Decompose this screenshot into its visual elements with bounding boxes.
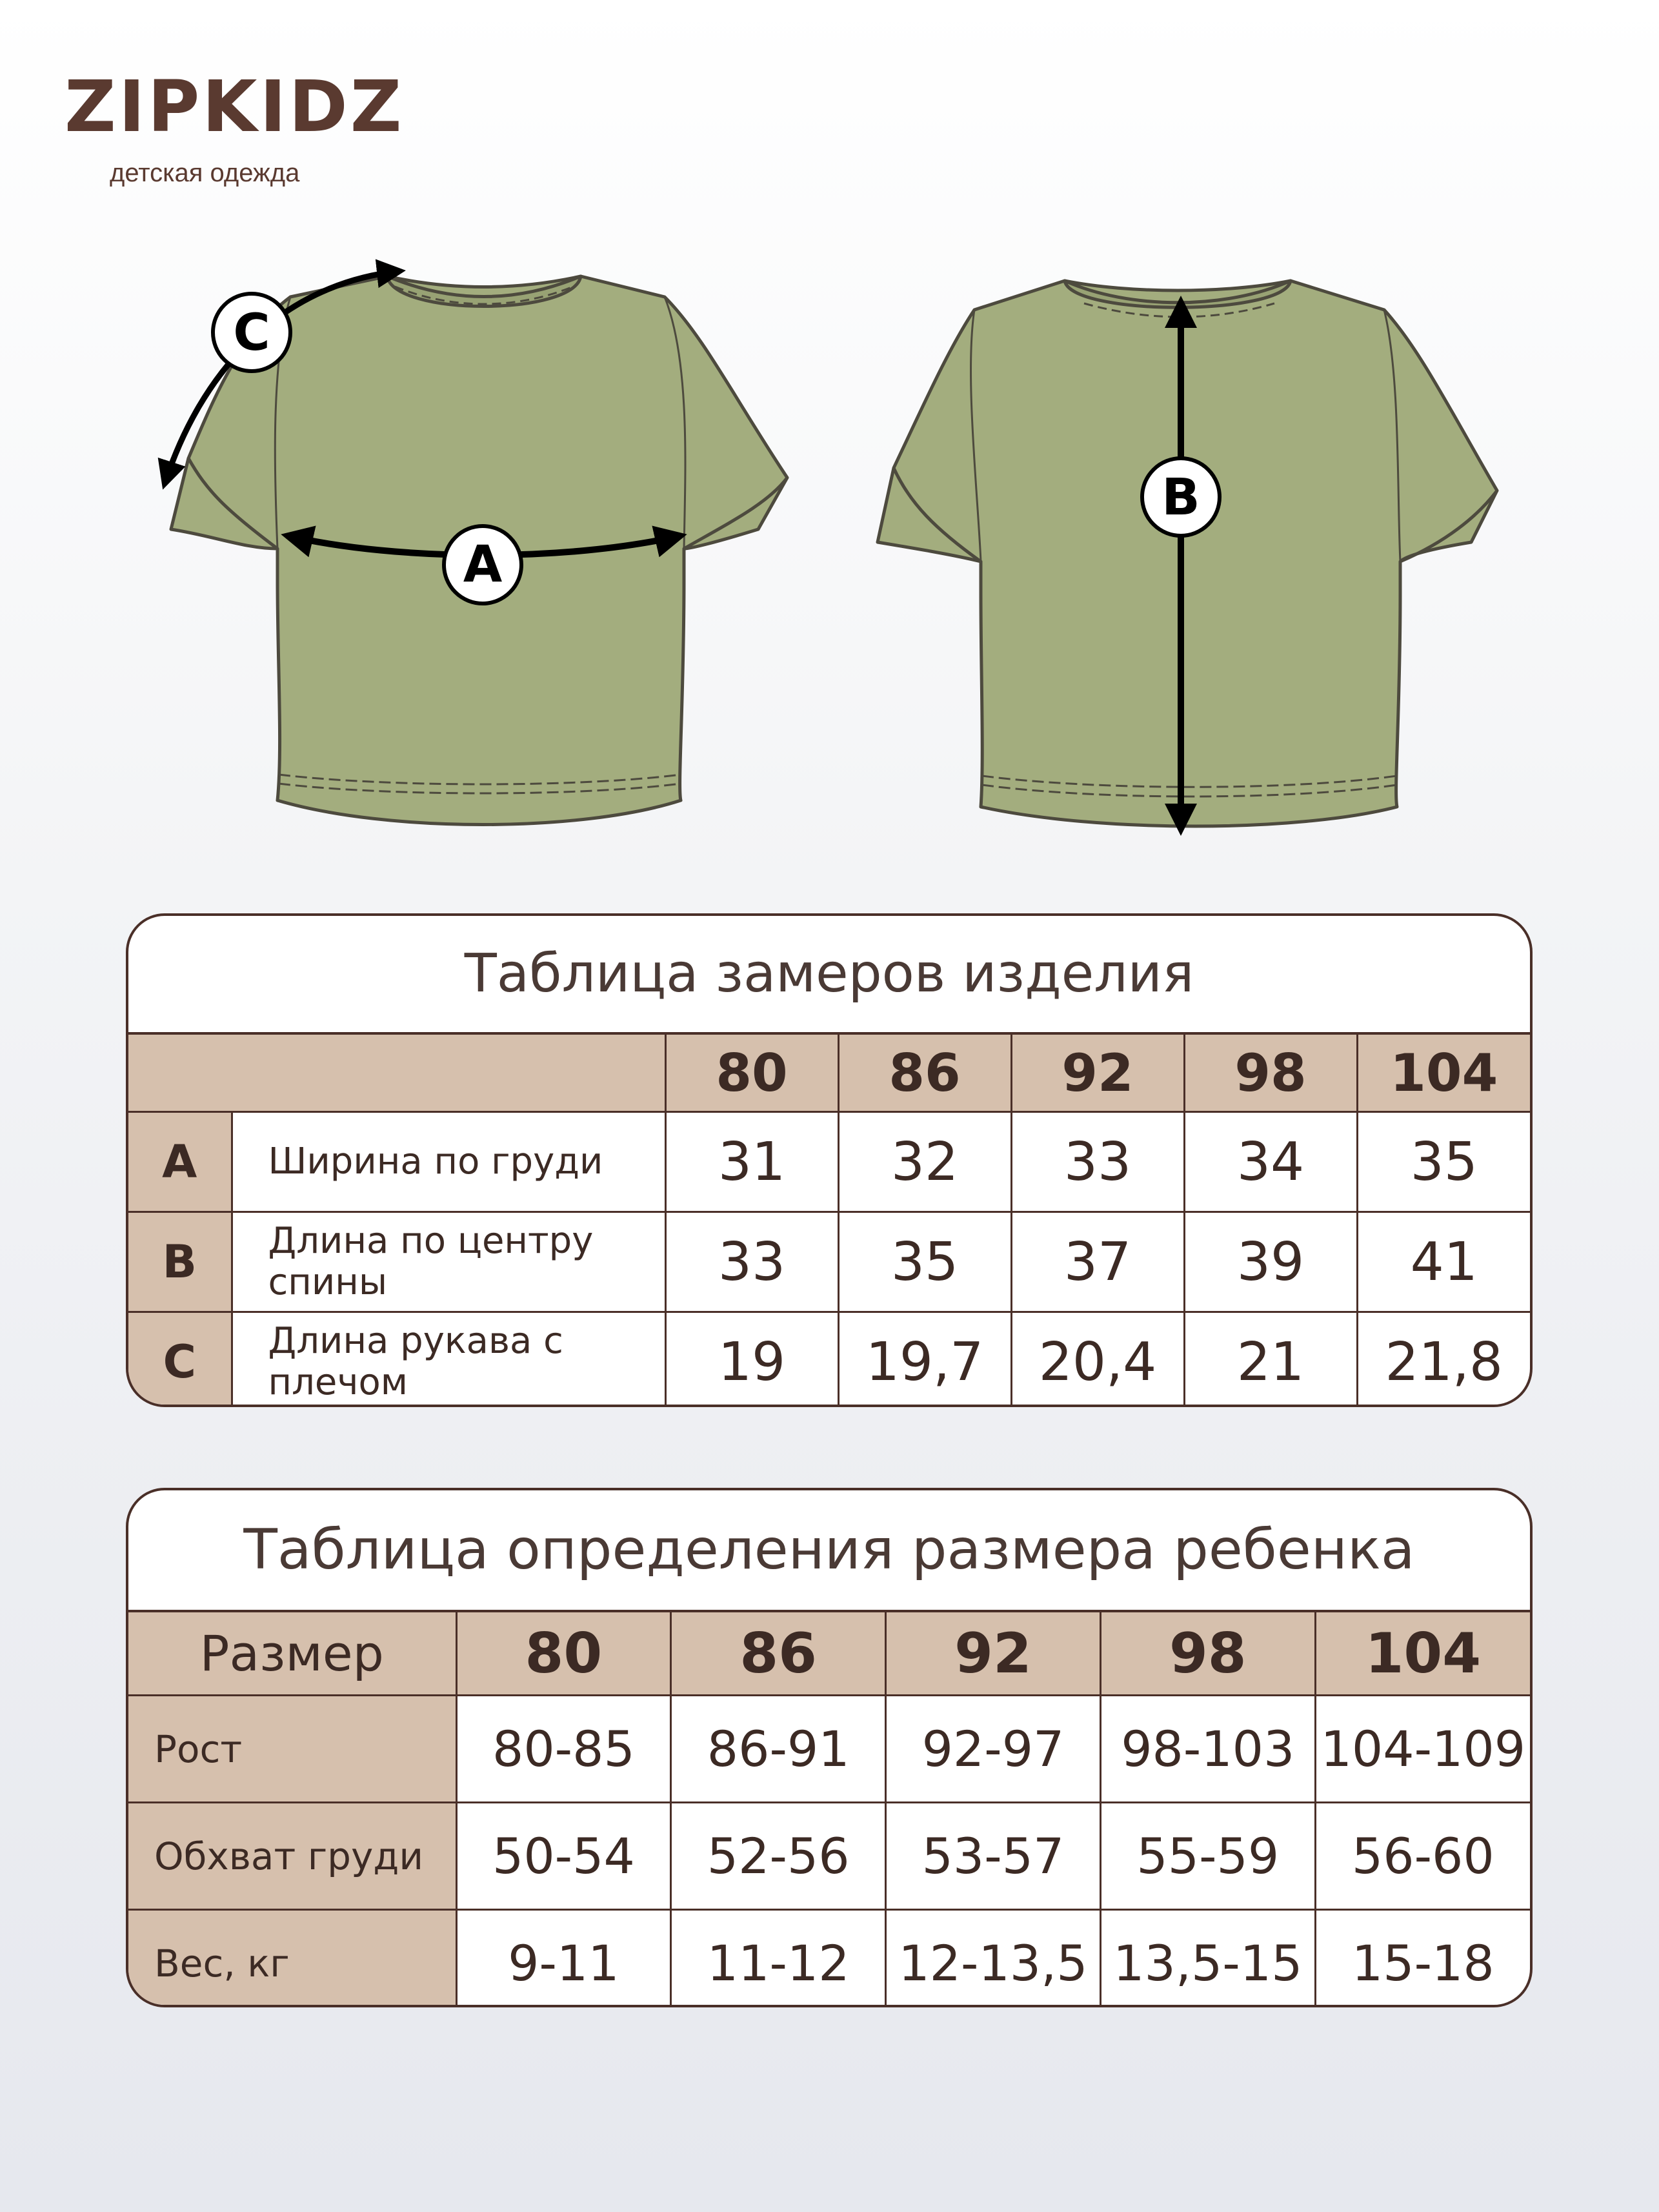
size-header: 80 <box>665 1035 838 1112</box>
table-cell: 9-11 <box>456 1910 671 2008</box>
size-header: 92 <box>1011 1035 1184 1112</box>
table-cell: 35 <box>838 1212 1011 1312</box>
table-cell: 56-60 <box>1315 1803 1530 1910</box>
table-cell: 53-57 <box>886 1803 1101 1910</box>
measure-header-blank <box>128 1035 665 1112</box>
table-cell: 34 <box>1184 1112 1357 1212</box>
row-key: B <box>128 1212 232 1312</box>
table-cell: 32 <box>838 1112 1011 1212</box>
row-label: Обхват груди <box>128 1803 456 1910</box>
measure-table <box>126 913 1533 1407</box>
brand-name: ZIPKIDZ <box>65 65 405 148</box>
label-b: B <box>1161 469 1200 527</box>
measure-header-row <box>128 1035 1530 1112</box>
size-header: 86 <box>838 1035 1011 1112</box>
size-header: 80 <box>456 1612 671 1696</box>
table-cell: 52-56 <box>671 1803 886 1910</box>
table-cell: 20,4 <box>1011 1312 1184 1408</box>
table-cell: 50-54 <box>456 1803 671 1910</box>
table-cell: 39 <box>1184 1212 1357 1312</box>
table-cell: 19 <box>665 1312 838 1408</box>
table-cell: 13,5-15 <box>1100 1910 1315 2008</box>
table-cell: 21 <box>1184 1312 1357 1408</box>
table-cell: 15-18 <box>1315 1910 1530 2008</box>
size-header: 104 <box>1357 1035 1530 1112</box>
size-table-title: Таблица определения размера ребенка <box>128 1490 1530 1612</box>
table-row <box>128 1312 1530 1408</box>
table-cell: 21,8 <box>1357 1312 1530 1408</box>
table-cell: 80-85 <box>456 1696 671 1803</box>
table-row <box>128 1803 1530 1910</box>
row-label: Рост <box>128 1696 456 1803</box>
brand-tagline: детская одежда <box>110 159 300 187</box>
row-label: Ширина по груди <box>232 1112 665 1212</box>
table-cell: 11-12 <box>671 1910 886 2008</box>
size-header: 92 <box>886 1612 1101 1696</box>
label-a-badge <box>444 526 521 604</box>
row-label: Вес, кг <box>128 1910 456 2008</box>
table-cell: 98-103 <box>1100 1696 1315 1803</box>
label-c-badge <box>213 294 290 371</box>
table-row <box>128 1696 1530 1803</box>
table-cell: 92-97 <box>886 1696 1101 1803</box>
row-key: C <box>128 1312 232 1408</box>
size-header-row <box>128 1612 1530 1696</box>
table-cell: 37 <box>1011 1212 1184 1312</box>
row-label: Длина рукава с плечом <box>232 1312 665 1408</box>
tshirt-back <box>878 281 1497 826</box>
label-a: A <box>463 536 503 594</box>
table-row <box>128 1112 1530 1212</box>
brand-logo <box>65 65 405 188</box>
size-table <box>126 1488 1533 2007</box>
row-label: Длина по центру спины <box>232 1212 665 1312</box>
label-b-badge <box>1142 458 1220 536</box>
label-c: C <box>233 304 270 362</box>
garment-diagram <box>0 245 1659 858</box>
row-key: A <box>128 1112 232 1212</box>
table-row <box>128 1910 1530 2008</box>
table-cell: 33 <box>1011 1112 1184 1212</box>
table-row <box>128 1212 1530 1312</box>
size-header: 98 <box>1100 1612 1315 1696</box>
size-header: 98 <box>1184 1035 1357 1112</box>
table-cell: 31 <box>665 1112 838 1212</box>
table-cell: 19,7 <box>838 1312 1011 1408</box>
size-header: 104 <box>1315 1612 1530 1696</box>
table-cell: 55-59 <box>1100 1803 1315 1910</box>
table-cell: 33 <box>665 1212 838 1312</box>
table-cell: 12-13,5 <box>886 1910 1101 2008</box>
size-header: 86 <box>671 1612 886 1696</box>
measure-table-title: Таблица замеров изделия <box>128 916 1530 1035</box>
table-cell: 41 <box>1357 1212 1530 1312</box>
table-cell: 35 <box>1357 1112 1530 1212</box>
size-header-label: Размер <box>128 1612 456 1696</box>
table-cell: 104-109 <box>1315 1696 1530 1803</box>
table-cell: 86-91 <box>671 1696 886 1803</box>
